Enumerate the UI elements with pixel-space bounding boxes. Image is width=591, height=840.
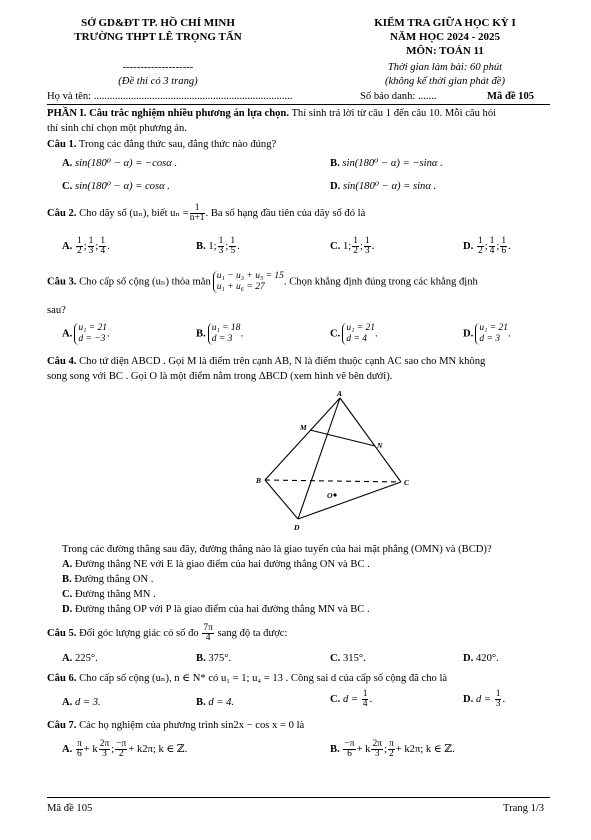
q6-option-d: D. d = $\frac{1}{3}$ . bbox=[463, 689, 506, 709]
header-rule bbox=[47, 104, 550, 105]
question-1: Câu 1. Trong các đẳng thức sau, đẳng thức nào đúng? bbox=[47, 139, 277, 150]
q3-option-b: B. u₁ = 18 d = 3 . bbox=[196, 323, 244, 344]
question-6: Câu 6. Cho cấp số cộng (uₙ), n ∈ N* có u₁ = 1; u₄ = 13 . Công sai d của cấp số cộng đã cho là bbox=[47, 673, 448, 684]
q6-option-c: C. d = $\frac{1}{4}$ . bbox=[330, 689, 373, 709]
label-b: B bbox=[256, 476, 262, 485]
q2-option-b: B. 1; $\frac{1}{3}$ ; $\frac{1}{5}$ . bbox=[196, 236, 240, 256]
dash-separator: -------------------- bbox=[122, 62, 194, 73]
q3-option-c: C. u₁ = 21 d = 4 . bbox=[330, 323, 378, 344]
question-4-cont: song song với BC . Gọi O là một điểm nằm trong ΔBCD (xem hình vẽ bên dưới). bbox=[47, 371, 393, 382]
question-5: Câu 5. Đổi góc lượng giác có số đo $\frac{7\pi}{4}$ sang độ ta được: bbox=[47, 623, 288, 643]
q1-option-b: B. sin(180⁰ − α) = −sinα . bbox=[330, 158, 443, 169]
q7-option-a: A. $\frac{\pi}{6}$ + k $\frac{2\pi}{3}$ ; $\frac{-\pi}{2}$ + k2π; k ∈ ℤ. bbox=[62, 739, 188, 759]
q1-option-d: D. sin(180⁰ − α) = sinα . bbox=[330, 181, 437, 192]
q2-option-a: A. $\frac{1}{2}$ ; $\frac{1}{3}$ ; $\frac{1}{4}$ . bbox=[62, 236, 110, 256]
question-2: Câu 2. Cho dãy số (uₙ), biết uₙ = $\frac{1}{n+1}$ . Ba số hạng đầu tiên của dãy số đó là bbox=[47, 203, 366, 223]
label-d: D bbox=[294, 523, 300, 532]
department-name: SỞ GD&ĐT TP. HỒ CHÍ MINH bbox=[81, 17, 235, 29]
question-7: Câu 7. Các họ nghiệm của phương trình sin2x − cos x = 0 là bbox=[47, 720, 305, 731]
q3-option-a: A. u₁ = 21 d = −3 . bbox=[62, 323, 110, 344]
student-number-field: Số báo danh: ....... bbox=[360, 91, 437, 102]
question-4: Câu 4. Cho tứ diện ABCD . Gọi M là điểm trên cạnh AB, N là điểm thuộc cạnh AC sao cho MN không bbox=[47, 356, 486, 367]
footer-rule bbox=[47, 797, 550, 798]
q5-option-b: B. 375°. bbox=[196, 653, 232, 664]
label-c: C bbox=[404, 478, 410, 487]
tetrahedron-figure bbox=[248, 388, 418, 538]
part1-heading: PHẦN I. Câu trắc nghiệm nhiều phương án lựa chọn. Thí sinh trả lời từ câu 1 đến câu 10. Mỗi câu hỏi bbox=[47, 108, 497, 119]
q4-option-b: B. Đường thẳng ON . bbox=[62, 574, 154, 585]
q3-option-d: D. u₁ = 21 d = 3 . bbox=[463, 323, 511, 344]
subject: MÔN: TOÁN 11 bbox=[406, 45, 484, 57]
q5-option-c: C. 315°. bbox=[330, 653, 366, 664]
q1-option-a: A. sin(180⁰ − α) = −cosα . bbox=[62, 158, 178, 169]
student-name-field: Họ và tên: ........................................................................... bbox=[47, 91, 293, 102]
edge-bd bbox=[265, 480, 298, 519]
q7-option-b: B. $\frac{-\pi}{6}$ + k $\frac{2\pi}{3}$ ; $\frac{\pi}{2}$ + k2π; k ∈ ℤ. bbox=[330, 739, 455, 759]
q6-option-a: A. d = 3. bbox=[62, 697, 101, 708]
label-a: A bbox=[337, 389, 343, 398]
edge-bc bbox=[265, 480, 401, 482]
edge-ab bbox=[265, 398, 340, 480]
q5-option-a: A. 225°. bbox=[62, 653, 98, 664]
edge-ad bbox=[298, 398, 340, 519]
pages-note: (Đề thi có 3 trang) bbox=[118, 76, 198, 87]
exam-time-note: (không kể thời gian phát đề) bbox=[384, 76, 506, 87]
q5-option-d: D. 420°. bbox=[463, 653, 499, 664]
question-3: Câu 3. Cho cấp số cộng (uₙ) thỏa mãn u₁ − u₃ + u₅ = 15 u₁ + u₆ = 27 . Chọn khẳng định đúng trong các khẳng định bbox=[47, 271, 478, 292]
school-year: NĂM HỌC 2024 - 2025 bbox=[390, 31, 500, 43]
question-4-prompt: Trong các đường thẳng sau đây, đường thẳng nào là giao tuyến của hai mặt phẳng (OMN) và (BCD)? bbox=[62, 544, 492, 555]
q6-option-b: B. d = 4. bbox=[196, 697, 235, 708]
q4-option-d: D. Đường thẳng OP với P là giao điểm của hai đường thẳng MN và BC . bbox=[62, 604, 370, 615]
point-o bbox=[333, 493, 336, 496]
part1-desc: thí sinh chỉ chọn một phương án. bbox=[47, 123, 187, 134]
q2-option-d: D. $\frac{1}{2}$ ; $\frac{1}{4}$ ; $\frac{1}{6}$ . bbox=[463, 236, 511, 256]
label-o: O bbox=[327, 491, 333, 500]
label-m: M bbox=[300, 423, 307, 432]
q1-option-c: C. sin(180⁰ − α) = cosα . bbox=[62, 181, 170, 192]
label-n: N bbox=[377, 441, 383, 450]
footer-page-number: Trang 1/3 bbox=[503, 803, 545, 814]
school-name: TRƯỜNG THPT LÊ TRỌNG TẤN bbox=[74, 31, 242, 43]
question-3-cont: sau? bbox=[47, 305, 66, 316]
exam-code: Mã đề 105 bbox=[487, 91, 535, 102]
exam-title: KIỂM TRA GIỮA HỌC KỲ I bbox=[374, 17, 516, 29]
footer-exam-code: Mã đề 105 bbox=[47, 803, 93, 814]
q4-option-a: A. Đường thẳng NE với E là giao điểm của hai đường thẳng ON và BC . bbox=[62, 559, 370, 570]
q2-option-c: C. 1; $\frac{1}{2}$ ; $\frac{1}{3}$ . bbox=[330, 236, 375, 256]
exam-time: Thời gian làm bài: 60 phút bbox=[387, 62, 503, 73]
edge-dc bbox=[298, 482, 401, 519]
q4-option-c: C. Đường thẳng MN . bbox=[62, 589, 156, 600]
